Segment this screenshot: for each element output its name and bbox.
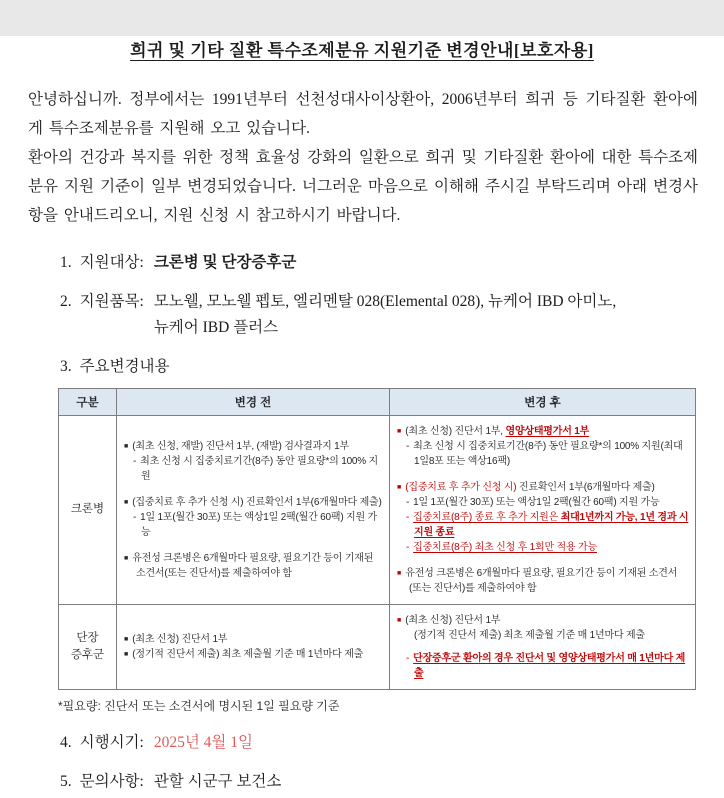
item-value: 관할 시군구 보건소 (153, 773, 282, 790)
sub-line (397, 540, 689, 555)
bullet-line (124, 551, 383, 581)
dash-marker: - (133, 456, 137, 467)
bullet-square-icon: ■ (124, 651, 129, 658)
sub-line (124, 454, 383, 484)
bullet-square-icon: ■ (124, 636, 129, 643)
item-label: 지원품목: (79, 293, 144, 310)
cell-text: 유전성 크론병은 6개월마다 필요량, 필요기간 등이 기재된 소견서(또는 진단서)를 제출하여야 함 (132, 553, 374, 579)
item-label: 시행시기: (79, 734, 144, 751)
cell-text: (정기적 진단서 제출) 최초 제출월 기준 매 1년마다 제출 (414, 630, 645, 641)
bullet-line (397, 424, 689, 439)
cell-text: 최초 신청 시 집중치료기간(8주) 동안 필요량*의 100% 지원 (140, 456, 379, 482)
highlighted-text: 영양상태평가서 1부 (505, 426, 590, 437)
list-item-inquiries (60, 769, 700, 795)
item-number: 1. (60, 254, 72, 271)
item-label: 주요변경내용 (79, 358, 170, 375)
cell-text: (최초 신청) 진단서 1부 (405, 615, 501, 626)
cell-group (397, 424, 689, 469)
column-header-after: 변경 후 (390, 389, 696, 416)
column-header-before: 변경 전 (117, 389, 390, 416)
cell-group (124, 439, 383, 484)
bullet-square-icon: ■ (397, 570, 402, 577)
item-label: 문의사항: (79, 773, 144, 790)
product-list-line2: 뉴케어 IBD 플러스 (153, 319, 279, 336)
highlighted-text: 집중치료(8주) 종료 후 추가 지원은 (413, 512, 561, 523)
numbered-list (60, 250, 700, 380)
page-title (20, 36, 704, 61)
cell-group (397, 613, 689, 643)
closing-list (60, 730, 700, 795)
intro-paragraph-2: 환아의 건강과 복지를 위한 정책 효율성 강화의 일환으로 희귀 및 기타질환 환아에 대한 특수조제분유 지원 기준이 일부 변경되었습니다. 너그러운 마음으로 이해해 주시길 부탁드리며 아래 변경사항을 안내드리오니, 지원 신청 시 참고하시기 바랍니다. (28, 149, 698, 224)
list-item-main-changes (60, 354, 700, 380)
bullet-square-icon: ■ (124, 555, 129, 562)
bullet-square-icon: ■ (397, 484, 402, 491)
bullet-line (124, 647, 383, 662)
cell-text: 1일 1포(월간 30포) 또는 액상1일 2팩(월간 60팩) 지원 가능 (413, 497, 660, 508)
dash-marker: - (406, 441, 410, 452)
highlighted-text: 최대1년까지 가능, 1년 경과 시 지원 종료 (414, 512, 689, 538)
cell-group (124, 495, 383, 540)
dash-marker: - (406, 497, 410, 508)
bullet-square-icon: ■ (397, 428, 402, 435)
sub-line (397, 510, 689, 540)
crohn-after-cell (390, 416, 696, 605)
bullet-square-icon: ■ (397, 617, 402, 624)
bullet-line (397, 613, 689, 628)
effective-date-value: 2025년 4월 1일 (153, 734, 253, 751)
item-label: 지원대상: (79, 254, 144, 271)
column-header-category: 구분 (59, 389, 117, 416)
crohn-before-cell (117, 416, 390, 605)
cell-group (397, 480, 689, 555)
cell-group (124, 551, 383, 581)
dash-marker: - (133, 512, 137, 523)
bullet-square-icon: ■ (124, 499, 129, 506)
row-label-short-bowel-syndrome (59, 605, 117, 690)
document-page (0, 36, 724, 798)
item-number: 3. (60, 358, 72, 375)
item-number: 2. (60, 293, 72, 310)
cell-text: (정기적 진단서 제출) 최초 제출월 기준 매 1년마다 제출 (132, 649, 364, 660)
cell-text: (최초 신청) 진단서 1부 (132, 634, 228, 645)
highlighted-text: 집중치료(8주) 최초 신청 후 1회만 적용 가능 (413, 542, 597, 553)
item-number: 4. (60, 734, 72, 751)
cell-text: 유전성 크론병은 6개월마다 필요량, 필요기간 등이 기재된 소견서(또는 진단서)를 제출하여야 함 (405, 568, 678, 594)
page-title-text: 희귀 및 기타 질환 특수조제분유 지원기준 변경안내[보호자용] (130, 41, 594, 60)
cell-text: (집중치료 후 추가 신청 시) 진료확인서 1부(6개월마다 제출) (132, 497, 382, 508)
dash-marker: - (406, 653, 410, 664)
cell-text: (최초 신청, 재발) 진단서 1부, (재발) 검사결과지 1부 (132, 441, 349, 452)
bullet-line (124, 632, 383, 647)
bullet-line (124, 495, 383, 510)
table-header-row (59, 389, 696, 416)
item-value: 크론병 및 단장증후군 (153, 254, 297, 271)
bullet-line (124, 439, 383, 454)
sbs-after-cell (390, 605, 696, 690)
list-item-support-target (60, 250, 700, 276)
list-item-support-products (60, 289, 700, 341)
row-label-line2: 증후군 (70, 649, 105, 661)
item-value (154, 289, 616, 341)
sub-line (397, 439, 689, 469)
bullet-line (397, 566, 689, 596)
cell-text: (최초 신청) 진단서 1부, (405, 426, 506, 437)
sub-line (124, 510, 383, 540)
bullet-square-icon: ■ (124, 443, 129, 450)
row-label-line1: 단장 (76, 631, 99, 644)
dash-marker: - (406, 512, 410, 523)
highlighted-text: (집중치료 후 추가 신청 시) (405, 482, 517, 493)
table-row-short-bowel-syndrome (59, 605, 696, 690)
intro-paragraph-1: 안녕하십니까. 정부에서는 1991년부터 선천성대사이상환아, 2006년부터 희귀 등 기타질환 환아에게 특수조제분유를 지원해 오고 있습니다. (28, 91, 698, 137)
sub-line (397, 495, 689, 510)
sub-line (397, 628, 689, 643)
cell-text: 1일 1포(월간 30포) 또는 액상1일 2팩(월간 60팩) 지원 가능 (140, 512, 377, 538)
dash-marker: - (406, 542, 410, 553)
cell-group (397, 566, 689, 596)
cell-text: 진료확인서 1부(6개월마다 제출) (516, 482, 655, 493)
table-row-crohn (59, 416, 696, 605)
sbs-before-cell (117, 605, 390, 690)
row-label-crohn: 크론병 (59, 416, 117, 605)
cell-group (397, 651, 689, 681)
table-footnote: *필요량: 진단서 또는 소견서에 명시된 1일 필요량 기준 (58, 699, 340, 713)
product-list-line1: 모노웰, 모노웰 펩토, 엘리멘탈 028(Elemental 028), 뉴케어 IBD 아미노, (153, 293, 617, 310)
bullet-line (397, 480, 689, 495)
change-comparison-table (58, 388, 696, 690)
sub-line (397, 651, 689, 681)
cell-text: 최초 신청 시 집중치료기간(8주) 동안 필요량*의 100% 지원(최대 1일8포 또는 액상16팩) (413, 441, 683, 467)
highlighted-text: 단장증후군 환아의 경우 진단서 및 영양상태평가서 매 1년마다 제출 (413, 653, 686, 679)
list-item-effective-date (60, 730, 700, 756)
item-number: 5. (60, 773, 72, 790)
